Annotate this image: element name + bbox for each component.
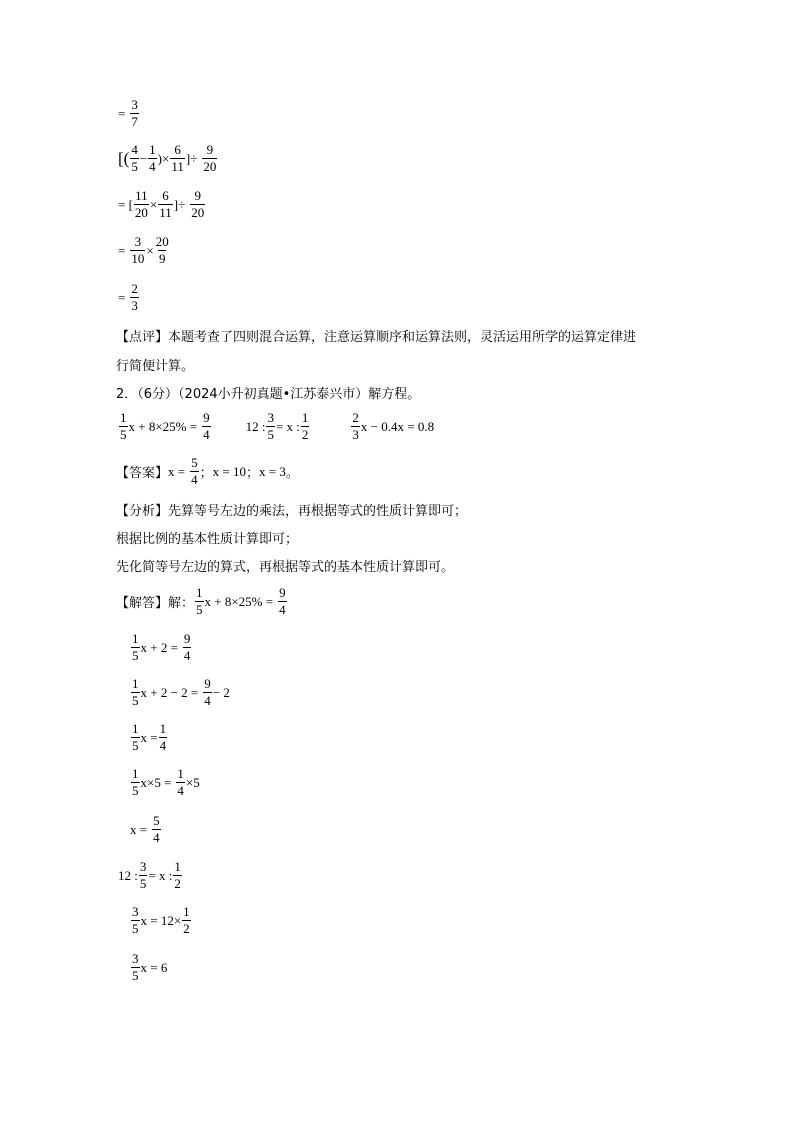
- solution-line: 【解答】解： $\frac{1}{5}$ x + 8×25% = $\frac{9}{4}$: [116, 585, 286, 617]
- comment-paragraph-line-1: 【点评】本题考查了四则混合运算，注意运算顺序和运算法则，灵活运用所学的运算定律进: [116, 330, 637, 345]
- fraction: $\frac{1}{5}$: [132, 766, 139, 798]
- equation-2-prefix: 12 :: [245, 418, 266, 434]
- expression-line-5: = $\frac{2}{3}$: [118, 281, 138, 313]
- solution-step: 12 : $\frac{3}{5}$ = x : $\frac{1}{2}$: [118, 859, 181, 891]
- fraction: $\frac{3}{5}$: [139, 859, 147, 891]
- fraction: $\frac{1}{5}$: [132, 721, 139, 753]
- fraction: $\frac{1}{5}$: [132, 631, 139, 663]
- solution-step: $\frac{3}{5}$ x = 12× $\frac{1}{2}$: [132, 904, 190, 936]
- fraction: $\frac{1}{2}$: [174, 859, 181, 891]
- fraction: $\frac{20}{9}$: [155, 234, 169, 266]
- solution-step: $\frac{1}{5}$ x = $\frac{1}{4}$: [132, 721, 167, 753]
- analysis-line-1: 【分析】先算等号左边的乘法，再根据等式的性质计算即可；: [116, 504, 468, 519]
- fraction: $\frac{1}{5}$: [120, 410, 127, 442]
- fraction: $\frac{4}{5}$: [131, 142, 138, 174]
- fraction: $\frac{1}{4}$: [159, 721, 167, 753]
- fraction: $\frac{6}{11}$: [171, 142, 184, 174]
- equation-3-body: x − 0.4x = 0.8: [360, 418, 435, 434]
- fraction: $\frac{5}{4}$: [191, 455, 198, 487]
- solution-step: $\frac{1}{5}$ x + 2 − 2 = $\frac{9}{4}$ − 2: [132, 676, 230, 708]
- fraction: $\frac{2}{3}$: [352, 410, 359, 442]
- fraction: $\frac{9}{20}$: [191, 188, 205, 220]
- fraction: $\frac{3}{5}$: [132, 951, 139, 983]
- equation-1-body: x + 8×25% =: [128, 418, 198, 434]
- fraction: $\frac{9}{4}$: [203, 410, 210, 442]
- solution-step: $\frac{1}{5}$ x + 2 = $\frac{9}{4}$: [132, 631, 191, 663]
- fraction: $\frac{3}{5}$: [267, 410, 274, 442]
- fraction: $\frac{3}{7}$: [131, 97, 138, 129]
- fraction: $\frac{1}{2}$: [183, 904, 190, 936]
- solution-label: 【解答】解：: [116, 596, 195, 611]
- analysis-line-3: 先化简等号左边的算式，再根据等式的基本性质计算即可。: [116, 560, 455, 575]
- expression-line-3: = [ $\frac{11}{20}$ × $\frac{6}{11}$ ]÷ $\frac{9}{20}$: [118, 188, 205, 220]
- equals-sign: =: [118, 105, 126, 121]
- question-2-equations: [118, 411, 434, 442]
- expression-line-2: [( $\frac{4}{5}$ − $\frac{1}{4}$ )× $\frac{6}{11}$ ]÷ $\frac{9}{20}$: [118, 142, 217, 174]
- equation-2-body: = x :: [275, 418, 300, 434]
- solution-step: $\frac{1}{5}$ x×5 = $\frac{1}{4}$ ×5: [132, 766, 200, 798]
- analysis-line-2: 根据比例的基本性质计算即可；: [116, 532, 299, 547]
- fraction: $\frac{1}{2}$: [301, 410, 309, 442]
- fraction: $\frac{9}{4}$: [204, 676, 211, 708]
- fraction: $\frac{2}{3}$: [131, 281, 138, 313]
- answer-line: 【答案】 x = $\frac{5}{4}$ ； x = 10 ； x = 3 。: [116, 455, 299, 487]
- answer-label: 【答案】: [116, 466, 169, 481]
- expression-line-4: = $\frac{3}{10}$ × $\frac{20}{9}$: [118, 234, 169, 266]
- fraction: $\frac{1}{4}$: [177, 766, 184, 798]
- fraction: $\frac{9}{20}$: [203, 142, 217, 174]
- fraction: $\frac{1}{4}$: [149, 142, 156, 174]
- fraction: $\frac{11}{20}$: [134, 188, 148, 220]
- fraction: $\frac{1}{5}$: [196, 585, 203, 617]
- fraction: $\frac{3}{10}$: [131, 234, 145, 266]
- fraction: $\frac{9}{4}$: [183, 631, 191, 663]
- comment-paragraph-line-2: 行简便计算。: [116, 359, 195, 374]
- fraction: $\frac{1}{5}$: [132, 676, 139, 708]
- fraction: $\frac{9}{4}$: [279, 585, 286, 617]
- step-equals-3-7: [118, 98, 140, 129]
- fraction: $\frac{5}{4}$: [153, 813, 160, 845]
- solution-step: x = $\frac{5}{4}$: [130, 813, 160, 845]
- fraction: $\frac{3}{5}$: [132, 904, 139, 936]
- question-2-title: 2．（6分）（2024小升初真题•江苏泰兴市）解方程。: [116, 387, 421, 402]
- fraction: $\frac{6}{11}$: [159, 188, 172, 220]
- solution-step: $\frac{3}{5}$ x = 6: [132, 951, 168, 983]
